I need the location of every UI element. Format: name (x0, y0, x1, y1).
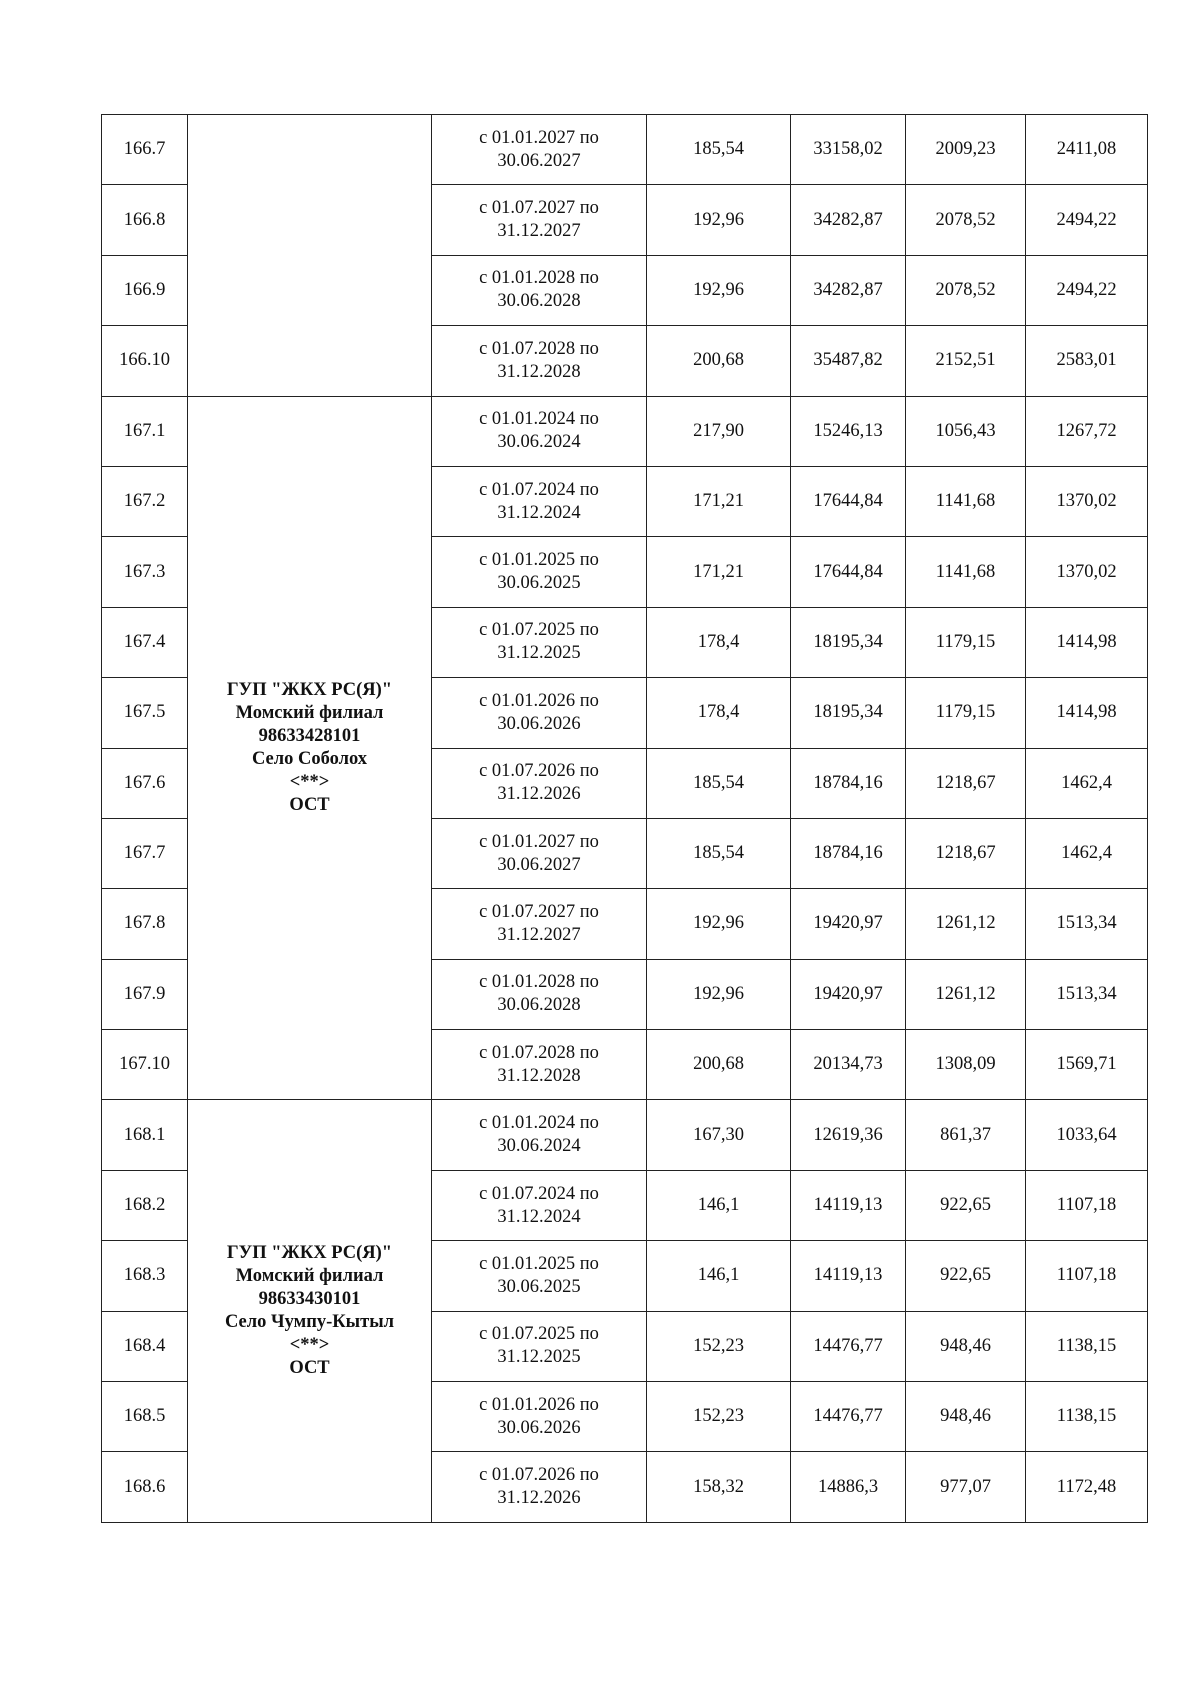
organization-line: ГУП "ЖКХ РС(Я)" (226, 1243, 393, 1264)
period-line: с 01.01.2025 по (479, 550, 599, 571)
period-cell (432, 1170, 647, 1240)
value-cell-col7: 1462,4 (1026, 748, 1148, 818)
value-cell-col4: 185,54 (647, 748, 791, 818)
organization-line: Момский филиал (235, 1266, 384, 1287)
value-cell-col4: 146,1 (647, 1170, 791, 1240)
row-number-cell: 167.5 (102, 678, 188, 748)
period-line: с 01.01.2028 по (479, 268, 599, 289)
value-cell-col4: 192,96 (647, 255, 791, 325)
period-line: с 01.07.2024 по (479, 1183, 599, 1204)
organization-line: Момский филиал (235, 703, 384, 724)
value-cell-col7: 1513,34 (1026, 889, 1148, 959)
value-cell-col6: 948,46 (906, 1311, 1026, 1381)
value-cell-col7: 2583,01 (1026, 326, 1148, 396)
period-line: 30.06.2024 (497, 1136, 581, 1157)
period-cell (432, 1382, 647, 1452)
value-cell-col7: 1414,98 (1026, 607, 1148, 677)
value-cell-col5: 14119,13 (791, 1241, 906, 1311)
period-line: 31.12.2028 (497, 361, 581, 382)
period-line: 30.06.2028 (497, 995, 581, 1016)
period-line: 30.06.2026 (497, 713, 581, 734)
value-cell-col4: 217,90 (647, 396, 791, 466)
period-line: 31.12.2025 (497, 1347, 581, 1368)
value-cell-col6: 1218,67 (906, 748, 1026, 818)
period-line: 31.12.2026 (497, 784, 581, 805)
value-cell-col6: 1141,68 (906, 537, 1026, 607)
value-cell-col6: 2078,52 (906, 255, 1026, 325)
row-number-cell: 168.2 (102, 1170, 188, 1240)
value-cell-col4: 171,21 (647, 466, 791, 536)
value-cell-col6: 1056,43 (906, 396, 1026, 466)
period-line: с 01.01.2026 по (479, 1394, 599, 1415)
organization-line: 98633430101 (258, 1289, 361, 1310)
period-cell (432, 396, 647, 466)
value-cell-col7: 1414,98 (1026, 678, 1148, 748)
period-line: с 01.01.2027 по (479, 831, 599, 852)
value-cell-col7: 1172,48 (1026, 1452, 1148, 1522)
value-cell-col4: 158,32 (647, 1452, 791, 1522)
value-cell-col6: 977,07 (906, 1452, 1026, 1522)
value-cell-col4: 200,68 (647, 326, 791, 396)
value-cell-col6: 922,65 (906, 1241, 1026, 1311)
value-cell-col7: 1569,71 (1026, 1030, 1148, 1100)
value-cell-col7: 1138,15 (1026, 1311, 1148, 1381)
value-cell-col6: 1218,67 (906, 818, 1026, 888)
value-cell-col6: 1261,12 (906, 959, 1026, 1029)
row-number-cell: 166.8 (102, 185, 188, 255)
value-cell-col7: 1033,64 (1026, 1100, 1148, 1170)
value-cell-col4: 152,23 (647, 1311, 791, 1381)
value-cell-col7: 1107,18 (1026, 1170, 1148, 1240)
period-line: с 01.07.2027 по (479, 901, 599, 922)
period-cell (432, 1030, 647, 1100)
value-cell-col7: 1107,18 (1026, 1241, 1148, 1311)
period-line: с 01.07.2025 по (479, 1324, 599, 1345)
organization-line: ОСТ (289, 795, 330, 816)
period-line: 31.12.2028 (497, 1065, 581, 1086)
period-cell (432, 255, 647, 325)
table-body (102, 115, 1148, 1523)
period-cell (432, 748, 647, 818)
row-number-cell: 168.6 (102, 1452, 188, 1522)
value-cell-col5: 18195,34 (791, 607, 906, 677)
value-cell-col4: 146,1 (647, 1241, 791, 1311)
row-number-cell: 166.10 (102, 326, 188, 396)
value-cell-col5: 18784,16 (791, 818, 906, 888)
value-cell-col6: 1141,68 (906, 466, 1026, 536)
value-cell-col7: 1370,02 (1026, 537, 1148, 607)
period-line: 30.06.2028 (497, 291, 581, 312)
period-cell (432, 537, 647, 607)
value-cell-col5: 14476,77 (791, 1311, 906, 1381)
value-cell-col5: 15246,13 (791, 396, 906, 466)
period-line: 30.06.2024 (497, 432, 581, 453)
period-cell (432, 326, 647, 396)
period-line: 31.12.2025 (497, 643, 581, 664)
period-line: с 01.07.2026 по (479, 1465, 599, 1486)
value-cell-col4: 171,21 (647, 537, 791, 607)
period-line: с 01.07.2028 по (479, 1042, 599, 1063)
value-cell-col5: 12619,36 (791, 1100, 906, 1170)
value-cell-col7: 1138,15 (1026, 1382, 1148, 1452)
row-number-cell: 168.1 (102, 1100, 188, 1170)
organization-line: <**> (289, 1335, 330, 1356)
value-cell-col7: 1513,34 (1026, 959, 1148, 1029)
value-cell-col4: 192,96 (647, 959, 791, 1029)
row-number-cell: 167.8 (102, 889, 188, 959)
row-number-cell: 168.3 (102, 1241, 188, 1311)
period-cell (432, 1311, 647, 1381)
row-number-cell: 166.7 (102, 115, 188, 185)
period-cell (432, 115, 647, 185)
value-cell-col5: 35487,82 (791, 326, 906, 396)
value-cell-col5: 34282,87 (791, 185, 906, 255)
period-line: 30.06.2027 (497, 150, 581, 171)
row-number-cell: 166.9 (102, 255, 188, 325)
value-cell-col5: 14886,3 (791, 1452, 906, 1522)
period-line: с 01.01.2028 по (479, 972, 599, 993)
value-cell-col6: 2078,52 (906, 185, 1026, 255)
value-cell-col4: 200,68 (647, 1030, 791, 1100)
period-line: 31.12.2024 (497, 1206, 581, 1227)
table-row (102, 1100, 1148, 1170)
value-cell-col6: 1261,12 (906, 889, 1026, 959)
value-cell-col6: 1308,09 (906, 1030, 1026, 1100)
row-number-cell: 167.3 (102, 537, 188, 607)
value-cell-col4: 178,4 (647, 607, 791, 677)
value-cell-col4: 192,96 (647, 889, 791, 959)
period-cell (432, 1100, 647, 1170)
value-cell-col6: 1179,15 (906, 607, 1026, 677)
period-line: 31.12.2024 (497, 502, 581, 523)
value-cell-col7: 2494,22 (1026, 255, 1148, 325)
period-line: 30.06.2027 (497, 854, 581, 875)
period-cell (432, 466, 647, 536)
value-cell-col5: 18195,34 (791, 678, 906, 748)
organization-line: Село Соболох (251, 749, 368, 770)
period-line: с 01.01.2025 по (479, 1253, 599, 1274)
period-line: с 01.01.2024 по (479, 1113, 599, 1134)
value-cell-col6: 948,46 (906, 1382, 1026, 1452)
period-line: с 01.07.2028 по (479, 338, 599, 359)
tariff-table (101, 114, 1148, 1523)
value-cell-col6: 1179,15 (906, 678, 1026, 748)
value-cell-col5: 19420,97 (791, 889, 906, 959)
row-number-cell: 167.9 (102, 959, 188, 1029)
value-cell-col4: 185,54 (647, 115, 791, 185)
period-line: с 01.07.2025 по (479, 620, 599, 641)
period-line: 31.12.2026 (497, 1488, 581, 1509)
period-line: с 01.07.2024 по (479, 479, 599, 500)
value-cell-col5: 20134,73 (791, 1030, 906, 1100)
value-cell-col5: 14476,77 (791, 1382, 906, 1452)
period-line: 31.12.2027 (497, 924, 581, 945)
period-cell (432, 959, 647, 1029)
organization-line: <**> (289, 772, 330, 793)
value-cell-col7: 1462,4 (1026, 818, 1148, 888)
period-line: с 01.01.2024 по (479, 409, 599, 430)
value-cell-col4: 167,30 (647, 1100, 791, 1170)
organization-line: Село Чумпу-Кытыл (224, 1312, 395, 1333)
period-cell (432, 607, 647, 677)
organization-cell (188, 115, 432, 397)
period-cell (432, 818, 647, 888)
period-line: с 01.01.2026 по (479, 690, 599, 711)
value-cell-col5: 17644,84 (791, 537, 906, 607)
period-cell (432, 889, 647, 959)
value-cell-col5: 33158,02 (791, 115, 906, 185)
value-cell-col7: 2411,08 (1026, 115, 1148, 185)
row-number-cell: 167.1 (102, 396, 188, 466)
period-line: 30.06.2025 (497, 573, 581, 594)
period-line: с 01.07.2026 по (479, 761, 599, 782)
row-number-cell: 167.4 (102, 607, 188, 677)
value-cell-col5: 18784,16 (791, 748, 906, 818)
organization-cell (188, 396, 432, 1100)
value-cell-col4: 192,96 (647, 185, 791, 255)
row-number-cell: 167.2 (102, 466, 188, 536)
period-cell (432, 678, 647, 748)
organization-line: ГУП "ЖКХ РС(Я)" (226, 680, 393, 701)
row-number-cell: 168.5 (102, 1382, 188, 1452)
row-number-cell: 167.7 (102, 818, 188, 888)
table-row (102, 115, 1148, 185)
period-cell (432, 185, 647, 255)
value-cell-col6: 2152,51 (906, 326, 1026, 396)
value-cell-col6: 861,37 (906, 1100, 1026, 1170)
value-cell-col7: 1370,02 (1026, 466, 1148, 536)
organization-line: ОСТ (289, 1358, 330, 1379)
value-cell-col4: 152,23 (647, 1382, 791, 1452)
organization-line: 98633428101 (258, 726, 361, 747)
period-cell (432, 1452, 647, 1522)
row-number-cell: 167.10 (102, 1030, 188, 1100)
table-row (102, 396, 1148, 466)
period-line: с 01.01.2027 по (479, 127, 599, 148)
value-cell-col5: 34282,87 (791, 255, 906, 325)
organization-cell (188, 1100, 432, 1522)
row-number-cell: 168.4 (102, 1311, 188, 1381)
period-line: с 01.07.2027 по (479, 198, 599, 219)
value-cell-col5: 14119,13 (791, 1170, 906, 1240)
value-cell-col5: 19420,97 (791, 959, 906, 1029)
period-cell (432, 1241, 647, 1311)
value-cell-col7: 1267,72 (1026, 396, 1148, 466)
period-line: 30.06.2025 (497, 1276, 581, 1297)
row-number-cell: 167.6 (102, 748, 188, 818)
value-cell-col6: 2009,23 (906, 115, 1026, 185)
value-cell-col4: 178,4 (647, 678, 791, 748)
value-cell-col6: 922,65 (906, 1170, 1026, 1240)
period-line: 31.12.2027 (497, 221, 581, 242)
period-line: 30.06.2026 (497, 1417, 581, 1438)
value-cell-col4: 185,54 (647, 818, 791, 888)
value-cell-col7: 2494,22 (1026, 185, 1148, 255)
value-cell-col5: 17644,84 (791, 466, 906, 536)
